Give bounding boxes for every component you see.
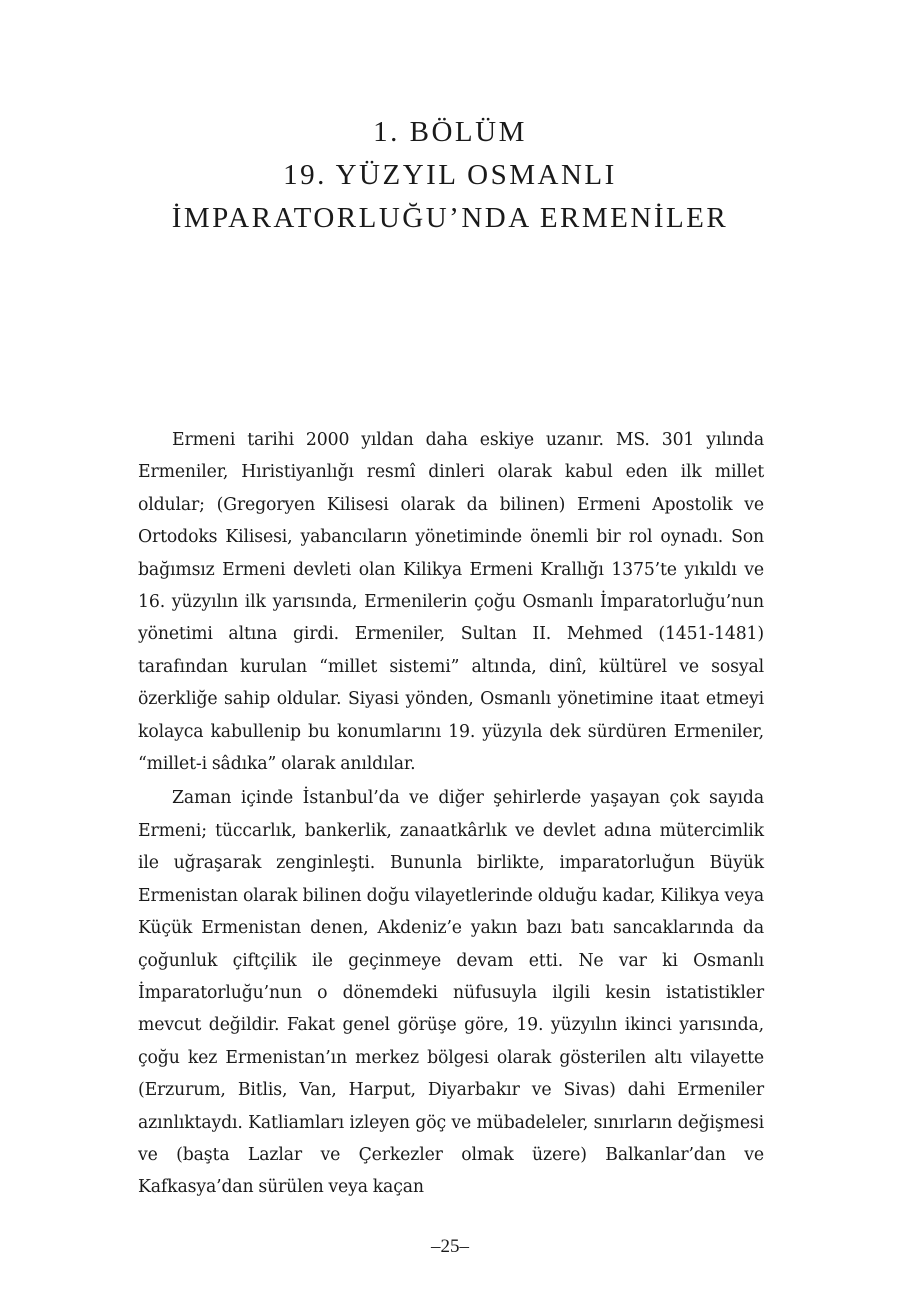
- page-number: –25–: [431, 1236, 469, 1257]
- chapter-title-line-1: 19. YÜZYIL OSMANLI: [283, 159, 617, 191]
- chapter-title-line-2: İMPARATORLUĞU’NDA ERMENİLER: [171, 202, 729, 234]
- chapter-heading: [0, 111, 900, 240]
- body-text: [138, 424, 764, 1206]
- paragraph-1: Ermeni tarihi 2000 yıldan daha eskiye uzanır. MS. 301 yılında Ermeniler, Hıristiyanlığı resmî dinleri olarak kabul eden ilk millet oldular; (Gregoryen Kilisesi olarak da bilinen) Ermeni Apostolik ve Ortodoks Kilisesi, yabancıların yönetiminde önemli bir rol oynadı. Son bağımsız Ermeni devleti olan Kilikya Ermeni Krallığı 1375’te yıkıldı ve 16. yüzyılın ilk yarısında, Ermenilerin çoğu Osmanlı İmparatorluğu’nun yönetimi altına girdi. Ermeniler, Sultan II. Mehmed (1451-1481) tarafından kurulan “millet sistemi” altında, dinî, kültürel ve sosyal özerkliğe sahip oldular. Siyasi yönden, Osmanlı yönetimine itaat etmeyi kolayca kabullenip bu konumlarını 19. yüzyıla dek sürdüren Ermeniler, “millet-i sâdıka” olarak anıldılar.: [138, 430, 764, 775]
- chapter-number: 1. BÖLÜM: [373, 116, 527, 148]
- paragraph-2: Zaman içinde İstanbul’da ve diğer şehirlerde yaşayan çok sayıda Ermeni; tüccarlık, bankerlik, zanaatkârlık ve devlet adına mütercimlik ile uğraşarak zenginleşti. Bununla birlikte, imparatorluğun Büyük Ermenistan olarak bilinen doğu vilayetlerinde olduğu kadar, Kilikya veya Küçük Ermenistan denen, Akdeniz’e yakın bazı batı sancaklarında da çoğunluk çiftçilik ile geçinmeye devam etti. Ne var ki Osmanlı İmparatorluğu’nun o dönemdeki nüfusuyla ilgili kesin istatistikler mevcut değildir. Fakat genel görüşe göre, 19. yüzyılın ikinci yarısında, çoğu kez Ermenistan’ın merkez bölgesi olarak gösterilen altı vilayette (Erzurum, Bitlis, Van, Harput, Diyarbakır ve Sivas) dahi Ermeniler azınlıktaydı. Katliamları izleyen göç ve mübadeleler, sınırların değişmesi ve (başta Lazlar ve Çerkezler olmak üzere) Balkanlar’dan ve Kafkasya’dan sürülen veya kaçan: [138, 788, 764, 1198]
